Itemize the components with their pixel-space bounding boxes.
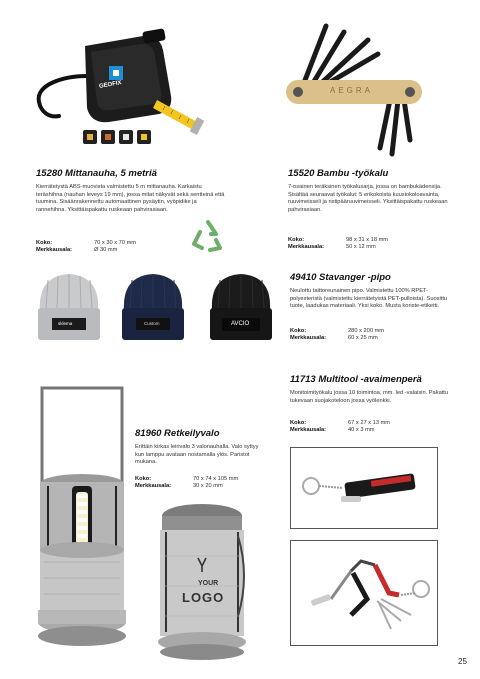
multitool-closed-image xyxy=(290,447,438,529)
multitool-open-image xyxy=(290,540,438,646)
spec-label: Merkkausala: xyxy=(288,244,325,251)
recycle-icon xyxy=(190,218,226,254)
spec-label: Koko: xyxy=(290,420,307,426)
beanie-black-image xyxy=(206,270,276,342)
spec-value: 50 x 12 mm xyxy=(346,244,376,251)
spec-value: 60 x 25 mm xyxy=(348,335,378,342)
tape-measure-image xyxy=(25,18,225,158)
product-specs xyxy=(288,237,448,252)
spec-label: Koko: xyxy=(290,328,307,334)
spec-value: 70 x 74 x 105 mm xyxy=(193,476,239,482)
bamboo-tool-image xyxy=(282,18,442,158)
spec-value: 70 x 30 x 70 mm xyxy=(94,240,137,246)
product-specs xyxy=(290,328,450,343)
spec-value: 67 x 27 x 13 mm xyxy=(348,420,391,426)
beanie-label-text: AVCIO xyxy=(231,321,250,327)
page-number: 25 xyxy=(458,657,467,666)
product-description: Kierrätetystä ABS-muovista valmistettu 5 m mittanauha. Karkaistu teräshihna (nauhan leveys 19 mm), jossa mitat näkyvät sekä sentteinä että tuumina. Sisäänrakennettu automaattinen pysäytin, vyöpidike ja rannehihna. Yksittäispakattu ruskeaan pahvirasiaan. xyxy=(36,184,225,213)
camping-lantern-large-image xyxy=(34,382,130,662)
spec-value: Ø 30 mm xyxy=(94,247,118,254)
spec-value: 40 x 3 mm xyxy=(348,427,375,434)
product-specs xyxy=(135,476,275,491)
product-description: Neulottu taittoreunainen pipo. Valmistettu 100% RPET-polyesteristä (valmistettu kierrätetyistä PET-pulloista). Suosittu tuote, laadukas materiaali. Yksi koko. Musta koriste-etiketti. xyxy=(290,288,448,310)
product-specs xyxy=(290,420,450,435)
spec-label: Koko: xyxy=(135,476,152,482)
camping-lantern-small-image xyxy=(154,496,250,662)
logo-placeholder-text: YOUR xyxy=(198,580,219,587)
product-title: 81960 Retkeilyvalo xyxy=(135,428,220,439)
spec-label: Koko: xyxy=(288,237,305,243)
spec-label: Merkkausala: xyxy=(36,247,73,254)
product-description: Erittäin kirkas leirivalo 3 valonauhalla. Valo syttyy kun lamppu avataan nostamalla ylös. Paristot mukana. xyxy=(135,444,259,466)
spec-label: Koko: xyxy=(36,240,53,246)
beanie-label-text: Custom xyxy=(144,321,160,326)
product-description: Monitoimityökalu jossa 10 toimintoa, mm. led -valaisin. Pakattu tukevaan suojakoteloon jossa vyölenkki. xyxy=(290,390,449,404)
logo-placeholder-text: LOGO xyxy=(182,590,225,605)
product-title: 15280 Mittanauha, 5 metriä xyxy=(36,168,157,179)
spec-label: Merkkausala: xyxy=(290,335,327,342)
product-description: 7-osainen teräksinen työkalusarja, jossa on bambukädensija. Sisältää seuraavat työkalut: 5 erikokoista kuusiokoloavainta, ruuvimeisseli ja ristipääruuvimeisseli. Yksittäispakattu ruskeaan pahvirasiaan. xyxy=(288,184,448,213)
brand-logo-text: GEOFIX xyxy=(98,80,123,90)
product-title: 11713 Multitool -avaimenperä xyxy=(290,374,422,385)
spec-value: 280 x 200 mm xyxy=(348,328,385,334)
beanie-grey-image xyxy=(34,270,104,342)
spec-value: 30 x 20 mm xyxy=(193,483,223,490)
beanie-navy-image xyxy=(118,270,188,342)
beanie-label-text: sklema xyxy=(58,321,73,326)
product-title: 49410 Stavanger -pipo xyxy=(290,272,391,283)
product-title: 15520 Bambu -työkalu xyxy=(288,168,389,179)
spec-label: Merkkausala: xyxy=(290,427,327,434)
spec-value: 98 x 31 x 18 mm xyxy=(346,237,389,243)
brand-logo-text: AEGRA xyxy=(330,86,374,95)
spec-label: Merkkausala: xyxy=(135,483,172,490)
